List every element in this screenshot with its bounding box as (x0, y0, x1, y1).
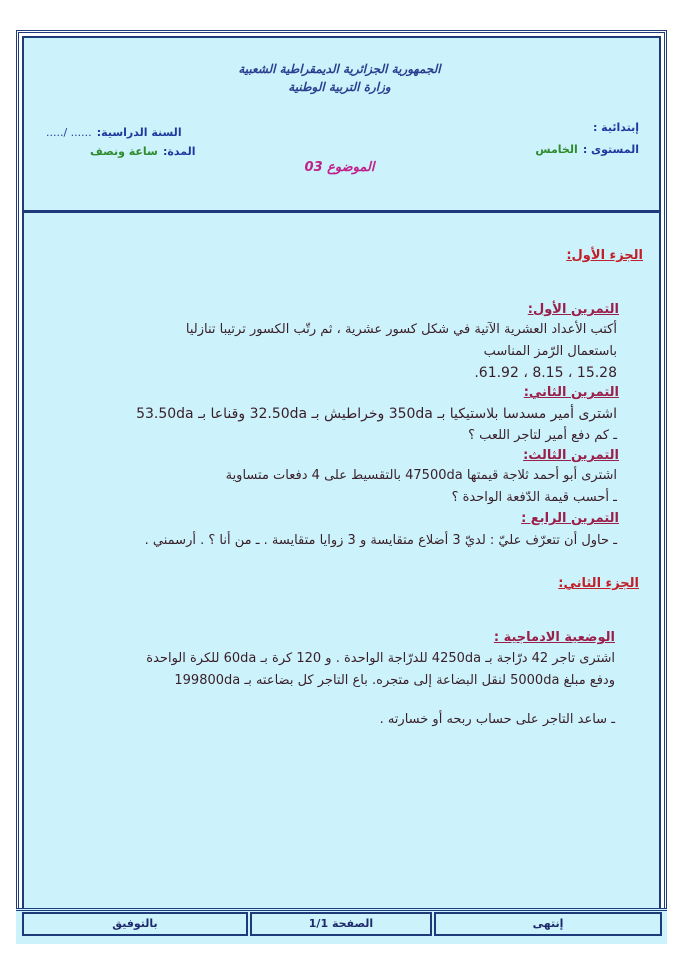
level-row (535, 138, 639, 157)
part2-title: الجزء الثاني: (558, 576, 639, 591)
duration-row (90, 140, 196, 159)
integration-line2: ودفع مبلغ 5000da لنقل البضاعة إلى متجره. باع التاجر كل بضاعته بـ 199800da (174, 673, 615, 688)
level-label: المستوى : (582, 143, 639, 156)
ex4-line1: ـ حاول أن تتعرّف عليّ : لديّ 3 أضلاع متقايسة و 3 زوايا متقايسة . ـ من أنا ؟ . أرسمني . (144, 533, 617, 548)
footer-page-cell (250, 912, 432, 936)
integration-line1: اشترى تاجر 42 درّاجة بـ 4250da للدرّاجة الواحدة . و 120 كرة بـ 60da للكرة الواحدة (146, 651, 615, 666)
ex2-line2: ـ كم دفع أمير لتاجر اللعب ؟ (468, 428, 617, 443)
ex3-line2: ـ أحسب قيمة الدّفعة الواحدة ؟ (451, 490, 617, 505)
duration-value: ساعة ونصف (90, 145, 158, 158)
footer-luck-cell (22, 912, 248, 936)
ex1-line2: باستعمال الرّمز المناسب (483, 344, 617, 359)
footer-page: الصفحة 1/1 (308, 917, 374, 930)
year-row (46, 121, 182, 140)
part1-title: الجزء الأول: (566, 248, 643, 263)
ex1-line1: أكتب الأعداد العشرية الآتية في شكل كسور عشرية ، ثم رتّب الكسور ترتيبا تنازليا (185, 322, 617, 337)
ex4-title: التمرين الرابع : (521, 511, 619, 526)
integration-title: الوضعية الادماجية : (493, 630, 615, 645)
ex2-line1: اشترى أمير مسدسا بلاستيكيا بـ 350da وخراطيش بـ 32.50da وقناعا بـ 53.50da (136, 406, 617, 422)
ex1-title: التمرين الأول: (527, 302, 619, 317)
ministry-title: وزارة التربية الوطنية (288, 80, 391, 94)
republic-title: الجمهورية الجزائرية الديمقراطية الشعبية (238, 62, 441, 76)
footer-end-cell (434, 912, 662, 936)
duration-label: المدة: (162, 145, 196, 158)
level-value: الخامس (535, 143, 578, 156)
subject-title: الموضوع 03 (304, 160, 375, 175)
ex3-title: التمرين الثالث: (523, 448, 619, 463)
year-label: السنة الدراسية: (96, 126, 182, 139)
school-label: إبتدائية : (592, 121, 639, 134)
footer-good-luck: بالتوفيق (112, 917, 158, 930)
ex3-line1: اشترى أبو أحمد ثلاجة قيمتها 47500da بالتقسيط على 4 دفعات متساوية (225, 468, 617, 483)
integration-line3: ـ ساعد التاجر على حساب ربحه أو خسارته . (379, 712, 615, 727)
footer-end: إنتهى (532, 917, 564, 930)
ex1-line3: 15.28 ، 8.15 ، 61.92. (474, 365, 617, 381)
year-value: ...... /..... (46, 126, 92, 139)
ex2-title: التمرين الثاني: (523, 385, 619, 400)
